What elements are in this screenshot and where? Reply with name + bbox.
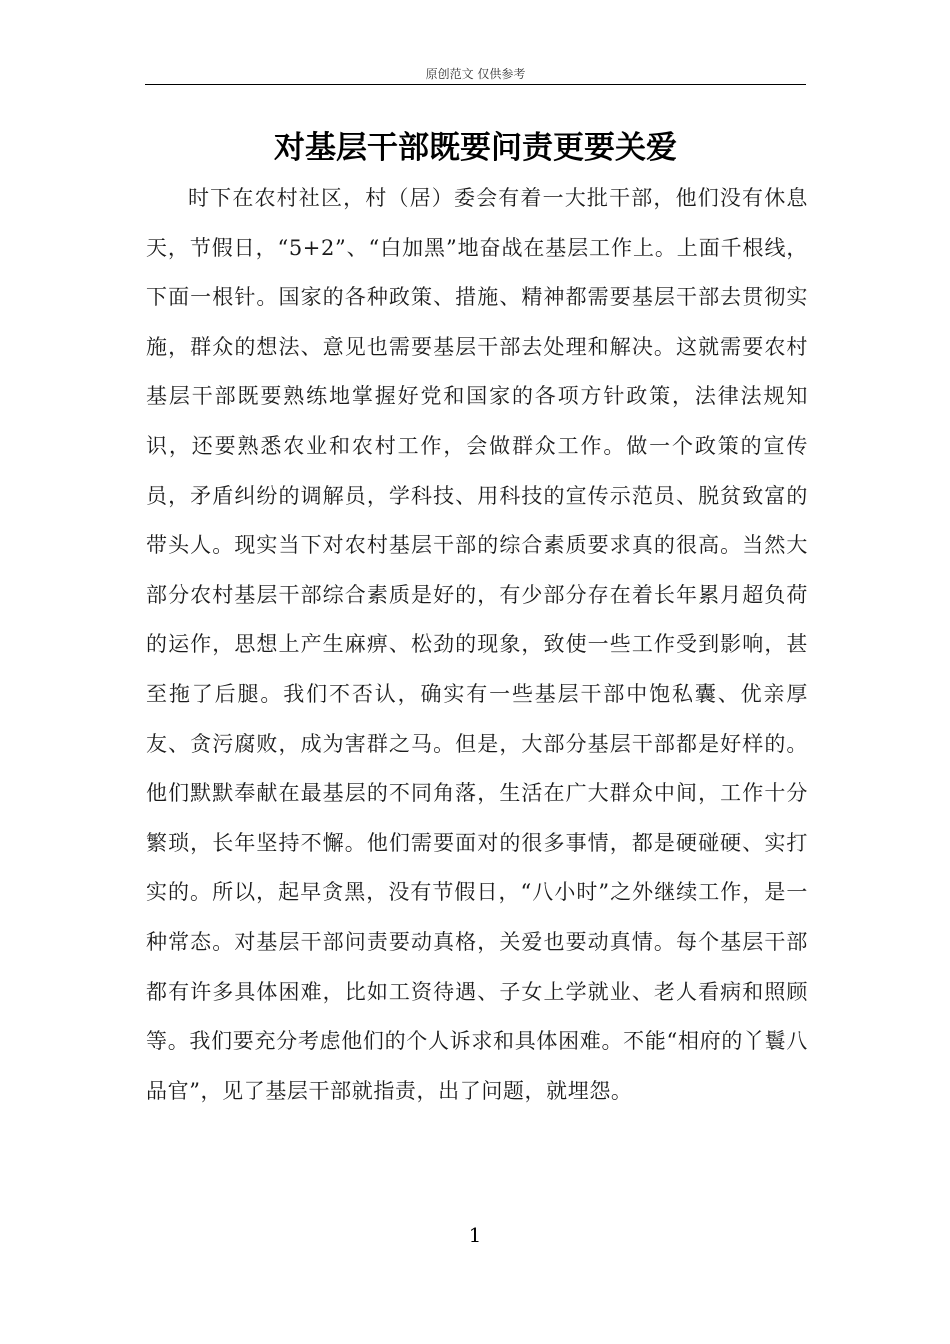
body-paragraph: 时下在农村社区，村（居）委会有着一大批干部，他们没有休息天，节假日，“5+2”、“白加黑”地奋战在基层工作上。上面千根线，下面一根针。国家的各种政策、措施、精神都需要基层干部去贯彻实施，群众的想法、意见也需要基层干部去处理和解决。这就需要农村基层干部既要熟练地掌握好党和国家的各项方针政策，法律法规知识，还要熟悉农业和农村工作，会做群众工作。做一个政策的宣传员，矛盾纠纷的调解员，学科技、用科技的宣传示范员、脱贫致富的带头人。现实当下对农村基层干部的综合素质要求真的很高。当然大部分农村基层干部综合素质是好的，有少部分存在着长年累月超负荷的运作，思想上产生麻痹、松劲的现象，致使一些工作受到影响，甚至拖了后腿。我们不否认，确实有一些基层干部中饱私囊、优亲厚友、贪污腐败，成为害群之马。但是，大部分基层干部都是好样的。他们默默奉献在最基层的不同角落，生活在广大群众中间，工作十分繁琐，长年坚持不懈。他们需要面对的很多事情，都是硬碰硬、实打实的。所以，起早贪黑，没有节假日，“八小时”之外继续工作，是一种常态。对基层干部问责要动真格，关爱也要动真情。每个基层干部都有许多具体困难，比如工资待遇、子女上学就业、老人看病和照顾等。我们要充分考虑他们的个人诉求和具体困难。不能“相府的丫鬟八品官”，见了基层干部就指责，出了问题，就埋怨。 xyxy=(146,186,808,1103)
page-number: 1 xyxy=(468,1223,482,1247)
document-title: 对基层干部既要问责更要关爱 xyxy=(274,130,677,166)
header-rule xyxy=(145,84,806,85)
page-header: 原创范文 仅供参考 xyxy=(425,67,526,81)
